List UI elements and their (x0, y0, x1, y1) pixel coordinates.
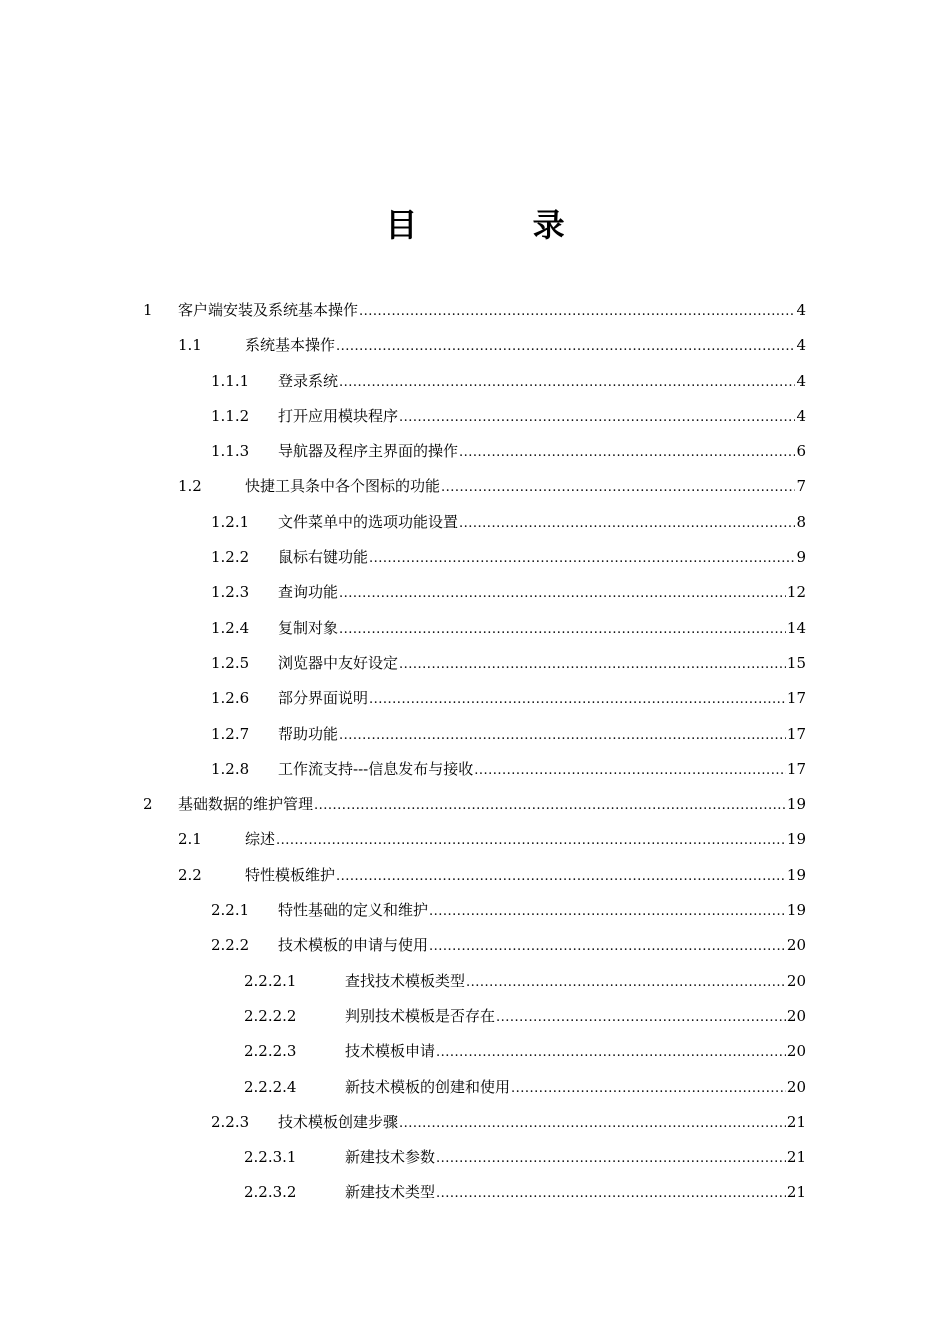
toc-number: 2.2.2 (211, 936, 250, 955)
toc-page-number: 8 (796, 512, 806, 531)
toc-page-number: 19 (786, 795, 806, 814)
toc-page-number: 17 (786, 759, 806, 778)
toc-number: 2.2.1 (211, 901, 250, 920)
toc-number: 1.1.3 (211, 442, 250, 461)
toc-entry[interactable] (0, 611, 950, 646)
toc-number: 1.1.2 (211, 406, 250, 425)
toc-title: 综述 (245, 830, 276, 849)
toc-entry[interactable] (0, 822, 950, 857)
toc-number: 2.1 (178, 830, 202, 849)
toc-page-number: 4 (796, 301, 806, 319)
dot-leader (336, 329, 795, 364)
page-title: 目 录 (385, 206, 617, 244)
toc-title: 特性基础的定义和维护 (278, 901, 429, 920)
toc-title: 判别技术模板是否存在 (345, 1006, 496, 1025)
toc-title: 基础数据的维护管理 (178, 795, 314, 814)
dot-leader (314, 788, 786, 823)
toc-title: 打开应用模块程序 (278, 406, 399, 425)
toc-title: 登录系统 (278, 371, 339, 390)
toc-title: 技术模板申请 (345, 1042, 436, 1061)
toc-page-number: 20 (786, 1077, 806, 1096)
toc-entry[interactable] (0, 434, 950, 469)
toc-page-number: 15 (786, 653, 806, 672)
toc-number: 1 (143, 301, 153, 319)
toc-entry[interactable] (0, 646, 950, 681)
dot-leader (369, 682, 786, 717)
toc-title: 快捷工具条中各个图标的功能 (245, 477, 441, 496)
dot-leader (429, 894, 786, 929)
toc-number: 2.2.2.2 (244, 1006, 297, 1025)
toc-page-number: 12 (786, 583, 806, 602)
toc-entry[interactable] (0, 575, 950, 610)
toc-number: 1.2.6 (211, 689, 250, 708)
toc-page-number: 21 (786, 1148, 806, 1167)
toc-number: 1.2.4 (211, 618, 250, 637)
toc-number: 2.2.2.4 (244, 1077, 297, 1096)
toc-entry[interactable] (0, 1034, 950, 1069)
toc-entry[interactable] (0, 1140, 950, 1175)
dot-leader (441, 470, 795, 505)
toc-page-number: 6 (796, 442, 806, 461)
toc-title: 鼠标右键功能 (278, 548, 369, 567)
toc-number: 1.2.5 (211, 653, 250, 672)
toc-title: 工作流支持---信息发布与接收 (278, 759, 474, 778)
toc-page-number: 20 (786, 1006, 806, 1025)
toc-page-number: 17 (786, 724, 806, 743)
dot-leader (474, 753, 786, 788)
toc-entry[interactable] (0, 505, 950, 540)
toc-page-number: 21 (786, 1183, 806, 1202)
toc-number: 2.2.3 (211, 1112, 250, 1131)
dot-leader (459, 506, 795, 541)
toc-title: 技术模板创建步骤 (278, 1112, 399, 1131)
toc-entry[interactable] (0, 893, 950, 928)
toc-number: 1.2.3 (211, 583, 250, 602)
toc-title: 特性模板维护 (245, 865, 336, 884)
toc-page-number: 21 (786, 1112, 806, 1131)
dot-leader (399, 400, 795, 435)
toc-title: 技术模板的申请与使用 (278, 936, 429, 955)
toc-number: 2.2.2.1 (244, 971, 297, 990)
dot-leader (339, 612, 786, 647)
toc-page-number: 20 (786, 971, 806, 990)
toc-entry[interactable] (0, 293, 950, 328)
dot-leader (339, 718, 786, 753)
toc-page-number: 9 (796, 548, 806, 567)
toc-entry[interactable] (0, 858, 950, 893)
toc-page-number: 14 (786, 618, 806, 637)
dot-leader (459, 435, 795, 470)
toc-title: 客户端安装及系统基本操作 (178, 301, 359, 319)
toc-entry[interactable] (0, 681, 950, 716)
toc-entry[interactable] (0, 399, 950, 434)
toc-number: 1.2.8 (211, 759, 250, 778)
toc-title: 查找技术模板类型 (345, 971, 466, 990)
toc-page-number: 19 (786, 901, 806, 920)
toc-entry[interactable] (0, 752, 950, 787)
table-of-contents (0, 293, 950, 1211)
toc-title: 部分界面说明 (278, 689, 369, 708)
dot-leader (466, 965, 786, 1000)
toc-page-number: 17 (786, 689, 806, 708)
dot-leader (429, 929, 786, 964)
toc-entry[interactable] (0, 540, 950, 575)
toc-number: 1.1 (178, 336, 202, 355)
dot-leader (336, 859, 786, 894)
toc-title: 查询功能 (278, 583, 339, 602)
toc-title: 文件菜单中的选项功能设置 (278, 512, 459, 531)
toc-title: 帮助功能 (278, 724, 339, 743)
toc-title: 新技术模板的创建和使用 (345, 1077, 511, 1096)
toc-title: 浏览器中友好设定 (278, 653, 399, 672)
dot-leader (276, 823, 786, 858)
toc-entry[interactable] (0, 469, 950, 504)
toc-title: 新建技术参数 (345, 1148, 436, 1167)
dot-leader (339, 365, 795, 400)
dot-leader (399, 647, 786, 682)
toc-page-number: 4 (796, 406, 806, 425)
toc-page-number: 7 (796, 477, 806, 496)
dot-leader (369, 541, 795, 576)
dot-leader (436, 1035, 786, 1070)
toc-number: 2.2.3.2 (244, 1183, 297, 1202)
toc-page-number: 4 (796, 336, 806, 355)
dot-leader (511, 1071, 786, 1106)
dot-leader (359, 294, 795, 329)
dot-leader (436, 1176, 786, 1211)
toc-page-number: 19 (786, 865, 806, 884)
toc-entry[interactable] (0, 1175, 950, 1210)
toc-entry[interactable] (0, 1105, 950, 1140)
dot-leader (496, 1000, 786, 1035)
toc-title: 系统基本操作 (245, 336, 336, 355)
dot-leader (339, 576, 786, 611)
toc-entry[interactable] (0, 964, 950, 999)
toc-number: 2.2.3.1 (244, 1148, 297, 1167)
toc-title: 新建技术类型 (345, 1183, 436, 1202)
toc-entry[interactable] (0, 1070, 950, 1105)
toc-entry[interactable] (0, 928, 950, 963)
toc-number: 1.2.1 (211, 512, 250, 531)
dot-leader (399, 1106, 786, 1141)
toc-page-number: 20 (786, 936, 806, 955)
toc-number: 1.2 (178, 477, 202, 496)
toc-page-number: 4 (796, 371, 806, 390)
toc-number: 1.2.2 (211, 548, 250, 567)
dot-leader (436, 1141, 786, 1176)
toc-entry[interactable] (0, 717, 950, 752)
toc-entry[interactable] (0, 787, 950, 822)
toc-title: 导航器及程序主界面的操作 (278, 442, 459, 461)
toc-number: 1.2.7 (211, 724, 250, 743)
toc-number: 2.2.2.3 (244, 1042, 297, 1061)
toc-entry[interactable] (0, 328, 950, 363)
toc-number: 2 (143, 795, 153, 814)
toc-title: 复制对象 (278, 618, 339, 637)
toc-entry[interactable] (0, 364, 950, 399)
toc-page-number: 20 (786, 1042, 806, 1061)
toc-entry[interactable] (0, 999, 950, 1034)
toc-number: 1.1.1 (211, 371, 250, 390)
toc-page-number: 19 (786, 830, 806, 849)
toc-number: 2.2 (178, 865, 202, 884)
